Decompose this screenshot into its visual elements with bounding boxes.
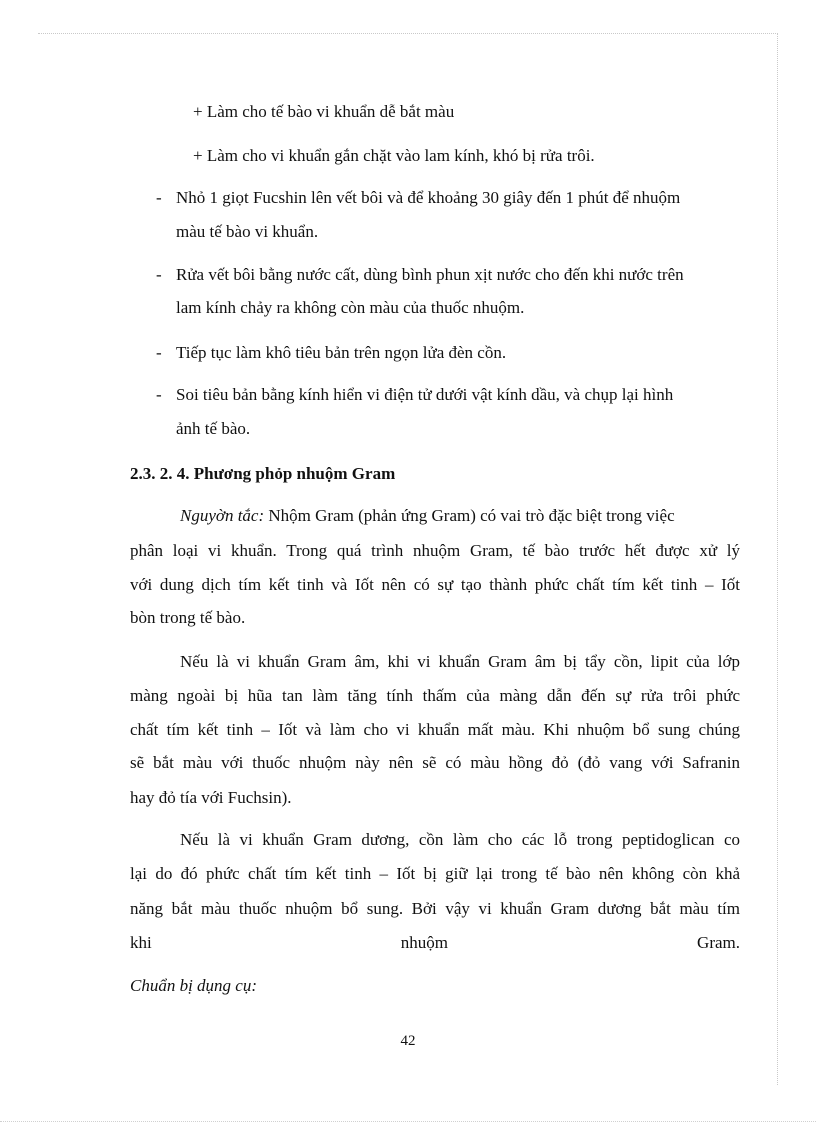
bullet-dash: -	[156, 385, 162, 404]
paragraph-line: Nếu là vi khuẩn Gram âm, khi vi khuẩn Gram âm bị tẩy cồn, lipit của lớp	[180, 652, 740, 671]
section-heading: 2.3. 2. 4. Phương phỏp nhuộm Gram	[130, 464, 396, 483]
paragraph-line: với dung dịch tím kết tinh và Iốt nên có sự tạo thành phức chất tím kết tinh – Iốt	[130, 575, 740, 594]
bullet-line: ảnh tế bào.	[176, 419, 251, 438]
bullet-line: lam kính chảy ra không còn màu của thuốc nhuộm.	[176, 298, 525, 317]
paragraph-line: Nếu là vi khuẩn Gram dương, cồn làm cho các lỗ trong peptidoglican co	[180, 830, 740, 849]
paragraph-line: khi nhuộm Gram.	[130, 933, 740, 952]
step-line: + Làm cho vi khuẩn gắn chặt vào lam kính, khó bị rửa trôi.	[193, 146, 595, 165]
paragraph-line: chất tím kết tinh – Iốt và làm cho vi khuẩn mất màu. Khi nhuộm bổ sung chúng	[130, 720, 740, 739]
paragraph-line: năng bắt màu thuốc nhuộm bổ sung. Bởi vậy vi khuẩn Gram dương bắt màu tím	[130, 899, 740, 918]
paragraph-line: phân loại vi khuẩn. Trong quá trình nhuộm Gram, tế bào trước hết được xử lý	[130, 541, 740, 560]
bullet-line: màu tế bào vi khuẩn.	[176, 222, 319, 241]
bullet-line: Rửa vết bôi bằng nước cất, dùng bình phun xịt nước cho đến khi nước trên	[176, 265, 684, 284]
bullet-dash: -	[156, 343, 162, 362]
bullet-dash: -	[156, 188, 162, 207]
bullet-line: Nhỏ 1 giọt Fucshin lên vết bôi và để khoảng 30 giây đến 1 phút để nhuộm	[176, 188, 681, 207]
paragraph-line: sẽ bắt màu với thuốc nhuộm này nên sẽ có màu hồng đỏ (đỏ vang với Safranin	[130, 753, 740, 772]
paragraph-line: bòn trong tế bào.	[130, 608, 246, 627]
principle-label: Nguyờn tắc:	[180, 506, 265, 525]
bullet-dash: -	[156, 265, 162, 284]
step-line: + Làm cho tế bào vi khuẩn dễ bắt màu	[193, 102, 455, 121]
paragraph-line: lại do đó phức chất tím kết tinh – Iốt bị giữ lại trong tế bào nên không còn khả	[130, 864, 740, 883]
bullet-line: Tiếp tục làm khô tiêu bản trên ngọn lửa đèn cồn.	[176, 343, 507, 362]
bullet-line: Soi tiêu bản bằng kính hiển vi điện tử dưới vật kính dầu, và chụp lại hình	[176, 385, 674, 404]
paragraph-line: hay đỏ tía với Fuchsin).	[130, 788, 292, 807]
page-number: 42	[400, 1033, 416, 1049]
page-bottom-divider	[0, 1121, 816, 1122]
principle-first-line-text: Nhộm Gram (phản ứng Gram) có vai trò đặc biệt trong việc	[264, 506, 675, 525]
prep-label: Chuẩn bị dụng cụ:	[130, 976, 258, 995]
principle-first-line	[180, 505, 675, 527]
paragraph-line: màng ngoài bị hũa tan làm tăng tính thấm của màng dẫn đến sự rửa trôi phức	[130, 686, 740, 705]
